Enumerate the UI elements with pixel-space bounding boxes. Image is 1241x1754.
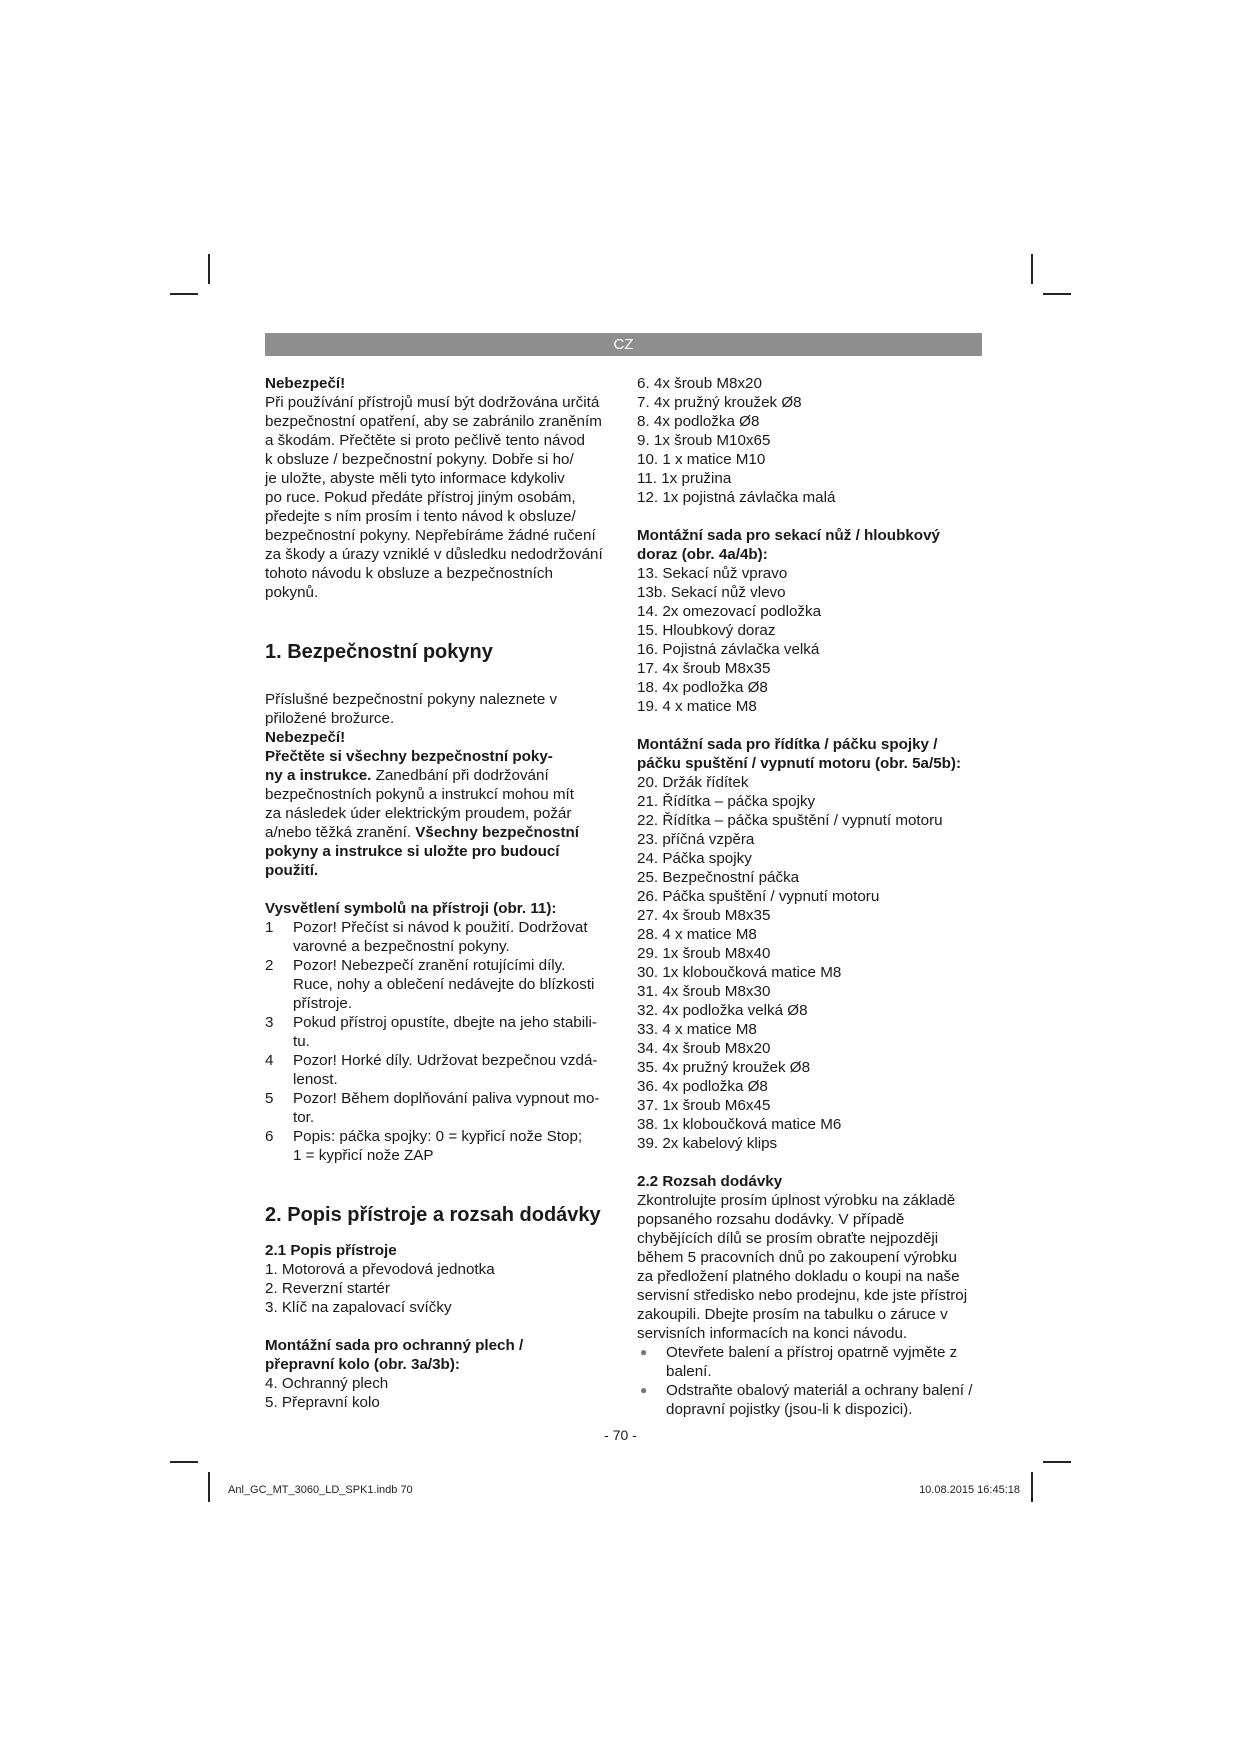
text-line: Popis: páčka spojky: 0 = kypřicí nože Stop; xyxy=(293,1128,583,1145)
text-line: balení. xyxy=(666,1363,712,1380)
text-line: dopravní pojistky (jsou-li k dispozici). xyxy=(666,1401,913,1418)
text-line: varovné a bezpečnostní pokyny. xyxy=(293,938,510,955)
text-line: zakoupili. Dbejte prosím na tabulku o záruce v xyxy=(637,1306,948,1323)
kit-heading: Montážní sada pro ochranný plech / xyxy=(265,1337,524,1354)
language-header-bar xyxy=(265,333,982,356)
text-line: tohoto návodu k obsluze a bezpečnostních xyxy=(265,565,553,582)
list-item: 33. 4 x matice M8 xyxy=(637,1021,757,1038)
list-item: 15. Hloubkový doraz xyxy=(637,622,776,639)
list-item: 20. Držák řídítek xyxy=(637,774,749,791)
text-line: po ruce. Pokud předáte přístroj jiným osobám, xyxy=(265,489,576,506)
item-number: 2 xyxy=(265,957,274,974)
footer-timestamp: 10.08.2015 16:45:18 xyxy=(919,1484,1020,1496)
text-line: Ruce, nohy a oblečení nedávejte do blízkosti xyxy=(293,976,595,993)
text-line: použití. xyxy=(265,862,319,879)
danger-title: Nebezpečí! xyxy=(265,729,346,746)
list-item: 3. Klíč na zapalovací svíčky xyxy=(265,1299,452,1316)
footer-file-name: Anl_GC_MT_3060_LD_SPK1.indb 70 xyxy=(228,1484,413,1496)
list-item: 25. Bezpečnostní páčka xyxy=(637,869,800,886)
item-number: 3 xyxy=(265,1014,274,1031)
bullet-icon: ● xyxy=(640,1383,648,1397)
list-item: 34. 4x šroub M8x20 xyxy=(637,1040,771,1057)
text-line: Přečtěte si všechny bezpečnostní poky- xyxy=(265,748,553,765)
list-item: 5. Přepravní kolo xyxy=(265,1394,380,1411)
list-item: 32. 4x podložka velká Ø8 xyxy=(637,1002,808,1019)
item-number: 4 xyxy=(265,1052,274,1069)
danger-title: Nebezpečí! xyxy=(265,375,346,392)
text-run: Zanedbání při dodržování xyxy=(371,767,549,784)
list-item xyxy=(265,1127,615,1165)
list-item: 19. 4 x matice M8 xyxy=(637,698,757,715)
crop-mark xyxy=(208,254,210,284)
kit-heading: páčku spuštění / vypnutí motoru (obr. 5a/5b): xyxy=(637,755,962,772)
text-line: přiložené brožurce. xyxy=(265,710,395,727)
list-item xyxy=(265,956,615,1013)
text-line: přístroje. xyxy=(293,995,353,1012)
list-item: 8. 4x podložka Ø8 xyxy=(637,413,760,430)
item-number: 5 xyxy=(265,1090,274,1107)
list-item: 23. příčná vzpěra xyxy=(637,831,755,848)
kit-heading: přepravní kolo (obr. 3a/3b): xyxy=(265,1356,460,1373)
text-line: tu. xyxy=(293,1033,310,1050)
list-item xyxy=(265,1051,615,1089)
list-item xyxy=(265,1089,615,1127)
text-line: Odstraňte obalový materiál a ochrany balení / xyxy=(666,1382,973,1399)
item-number: 1 xyxy=(265,919,274,936)
text-line: lenost. xyxy=(293,1071,338,1088)
list-item: 13. Sekací nůž vpravo xyxy=(637,565,788,582)
text-line: bezpečnostní pokyny. Nepřebíráme žádné ručení xyxy=(265,527,596,544)
text-line: za škody a úrazy vzniklé v důsledku nedodržování xyxy=(265,546,603,563)
text-run: a/nebo těžká zranění. xyxy=(265,824,416,841)
text-line: servisní středisko nebo prodejnu, kde jste přístroj xyxy=(637,1287,968,1304)
subsection-heading: 2.2 Rozsah dodávky xyxy=(637,1173,783,1190)
text-line: během 5 pracovních dnů po zakoupení výrobku xyxy=(637,1249,957,1266)
section-2-title: 2. Popis přístroje a rozsah dodávky xyxy=(265,1204,601,1226)
symbols-heading: Vysvětlení symbolů na přístroji (obr. 11): xyxy=(265,900,557,917)
text-line: k obsluze / bezpečnostní pokyny. Dobře si ho/ xyxy=(265,451,574,468)
bullet-item xyxy=(637,1381,987,1419)
crop-mark xyxy=(1043,293,1071,295)
crop-mark xyxy=(208,1472,210,1502)
right-column xyxy=(637,374,987,1419)
list-item: 2. Reverzní startér xyxy=(265,1280,390,1297)
list-item: 13b. Sekací nůž vlevo xyxy=(637,584,786,601)
language-tag: CZ xyxy=(613,336,634,353)
text-line: za předložení platného dokladu o koupi na naše xyxy=(637,1268,960,1285)
list-item: 39. 2x kabelový klips xyxy=(637,1135,778,1152)
bold-text: ny a instrukce. xyxy=(265,767,372,784)
text-line: je uložte, abyste měli tyto informace kdykoliv xyxy=(265,470,565,487)
left-column xyxy=(265,374,615,1412)
list-item: 17. 4x šroub M8x35 xyxy=(637,660,771,677)
text-line xyxy=(265,823,615,842)
list-item: 7. 4x pružný kroužek Ø8 xyxy=(637,394,802,411)
list-item xyxy=(265,918,615,956)
list-item: 16. Pojistná závlačka velká xyxy=(637,641,820,658)
list-item xyxy=(265,1013,615,1051)
text-line: Pozor! Přečíst si návod k použití. Dodržovat xyxy=(293,919,588,936)
intro-paragraph xyxy=(265,393,615,602)
list-item: 6. 4x šroub M8x20 xyxy=(637,375,762,392)
text-line: Zkontrolujte prosím úplnost výrobku na základě xyxy=(637,1192,956,1209)
list-item: 31. 4x šroub M8x30 xyxy=(637,983,771,1000)
kit-heading: Montážní sada pro sekací nůž / hloubkový xyxy=(637,527,940,544)
list-item: 36. 4x podložka Ø8 xyxy=(637,1078,768,1095)
text-line: tor. xyxy=(293,1109,315,1126)
list-item: 30. 1x kloboučková matice M8 xyxy=(637,964,842,981)
bold-text: Všechny bezpečnostní xyxy=(415,824,580,841)
list-item: 26. Páčka spuštění / vypnutí motoru xyxy=(637,888,880,905)
list-item: 12. 1x pojistná závlačka malá xyxy=(637,489,836,506)
text-line: Otevřete balení a přístroj opatrně vyjměte z xyxy=(666,1344,958,1361)
text-line: popsaného rozsahu dodávky. V případě xyxy=(637,1211,905,1228)
text-line: předejte s ním prosím i tento návod k obsluze/ xyxy=(265,508,576,525)
list-item: 37. 1x šroub M6x45 xyxy=(637,1097,771,1114)
text-line: Pozor! Během doplňování paliva vypnout mo- xyxy=(293,1090,600,1107)
text-line: Pozor! Nebezpečí zranění rotujícími díly. xyxy=(293,957,566,974)
list-item: 9. 1x šroub M10x65 xyxy=(637,432,771,449)
text-line: Příslušné bezpečnostní pokyny naleznete v xyxy=(265,691,558,708)
list-item: 29. 1x šroub M8x40 xyxy=(637,945,771,962)
list-item: 27. 4x šroub M8x35 xyxy=(637,907,771,924)
text-line: Pozor! Horké díly. Udržovat bezpečnou vzdá- xyxy=(293,1052,598,1069)
list-item: 1. Motorová a převodová jednotka xyxy=(265,1261,495,1278)
bullet-list xyxy=(637,1343,987,1419)
subsection-heading: 2.1 Popis přístroje xyxy=(265,1242,397,1259)
bullet-icon: ● xyxy=(640,1345,648,1359)
text-line: chybějících dílů se prosím obraťte nejpozději xyxy=(637,1230,939,1247)
kit-heading: doraz (obr. 4a/4b): xyxy=(637,546,768,563)
symbols-list xyxy=(265,918,615,1165)
list-item: 22. Řídítka – páčka spuštění / vypnutí motoru xyxy=(637,812,943,829)
text-line: Při používání přístrojů musí být dodržována určitá xyxy=(265,394,600,411)
list-item: 11. 1x pružina xyxy=(637,470,732,487)
crop-mark xyxy=(170,293,198,295)
text-line: za následek úder elektrickým proudem, požár xyxy=(265,805,572,822)
list-item: 35. 4x pružný kroužek Ø8 xyxy=(637,1059,811,1076)
text-line: pokynů. xyxy=(265,584,319,601)
list-item: 14. 2x omezovací podložka xyxy=(637,603,822,620)
text-line xyxy=(265,766,615,785)
text-line: pokyny a instrukce si uložte pro budoucí xyxy=(265,843,560,860)
crop-mark xyxy=(1031,1472,1033,1502)
list-item: 38. 1x kloboučková matice M6 xyxy=(637,1116,842,1133)
page-number: - 70 - xyxy=(604,1427,637,1443)
list-item: 10. 1 x matice M10 xyxy=(637,451,766,468)
kit-heading: Montážní sada pro řídítka / páčku spojky / xyxy=(637,736,938,753)
list-item: 21. Řídítka – páčka spojky xyxy=(637,793,816,810)
crop-mark xyxy=(170,1461,198,1463)
bullet-item xyxy=(637,1343,987,1381)
text-line: bezpečnostní opatření, aby se zabránilo zraněním xyxy=(265,413,602,430)
crop-mark xyxy=(1043,1461,1071,1463)
text-line: 1 = kypřicí nože ZAP xyxy=(293,1147,434,1164)
section-1-title: 1. Bezpečnostní pokyny xyxy=(265,641,493,663)
item-number: 6 xyxy=(265,1128,274,1145)
list-item: 28. 4 x matice M8 xyxy=(637,926,757,943)
text-line: a škodám. Přečtěte si proto pečlivě tento návod xyxy=(265,432,585,449)
crop-mark xyxy=(1031,254,1033,284)
text-line: Pokud přístroj opustíte, dbejte na jeho stabili- xyxy=(293,1014,597,1031)
list-item: 18. 4x podložka Ø8 xyxy=(637,679,768,696)
text-line: bezpečnostních pokynů a instrukcí mohou mít xyxy=(265,786,574,803)
text-line: servisních informacích na konci návodu. xyxy=(637,1325,908,1342)
list-item: 24. Páčka spojky xyxy=(637,850,752,867)
list-item: 4. Ochranný plech xyxy=(265,1375,389,1392)
